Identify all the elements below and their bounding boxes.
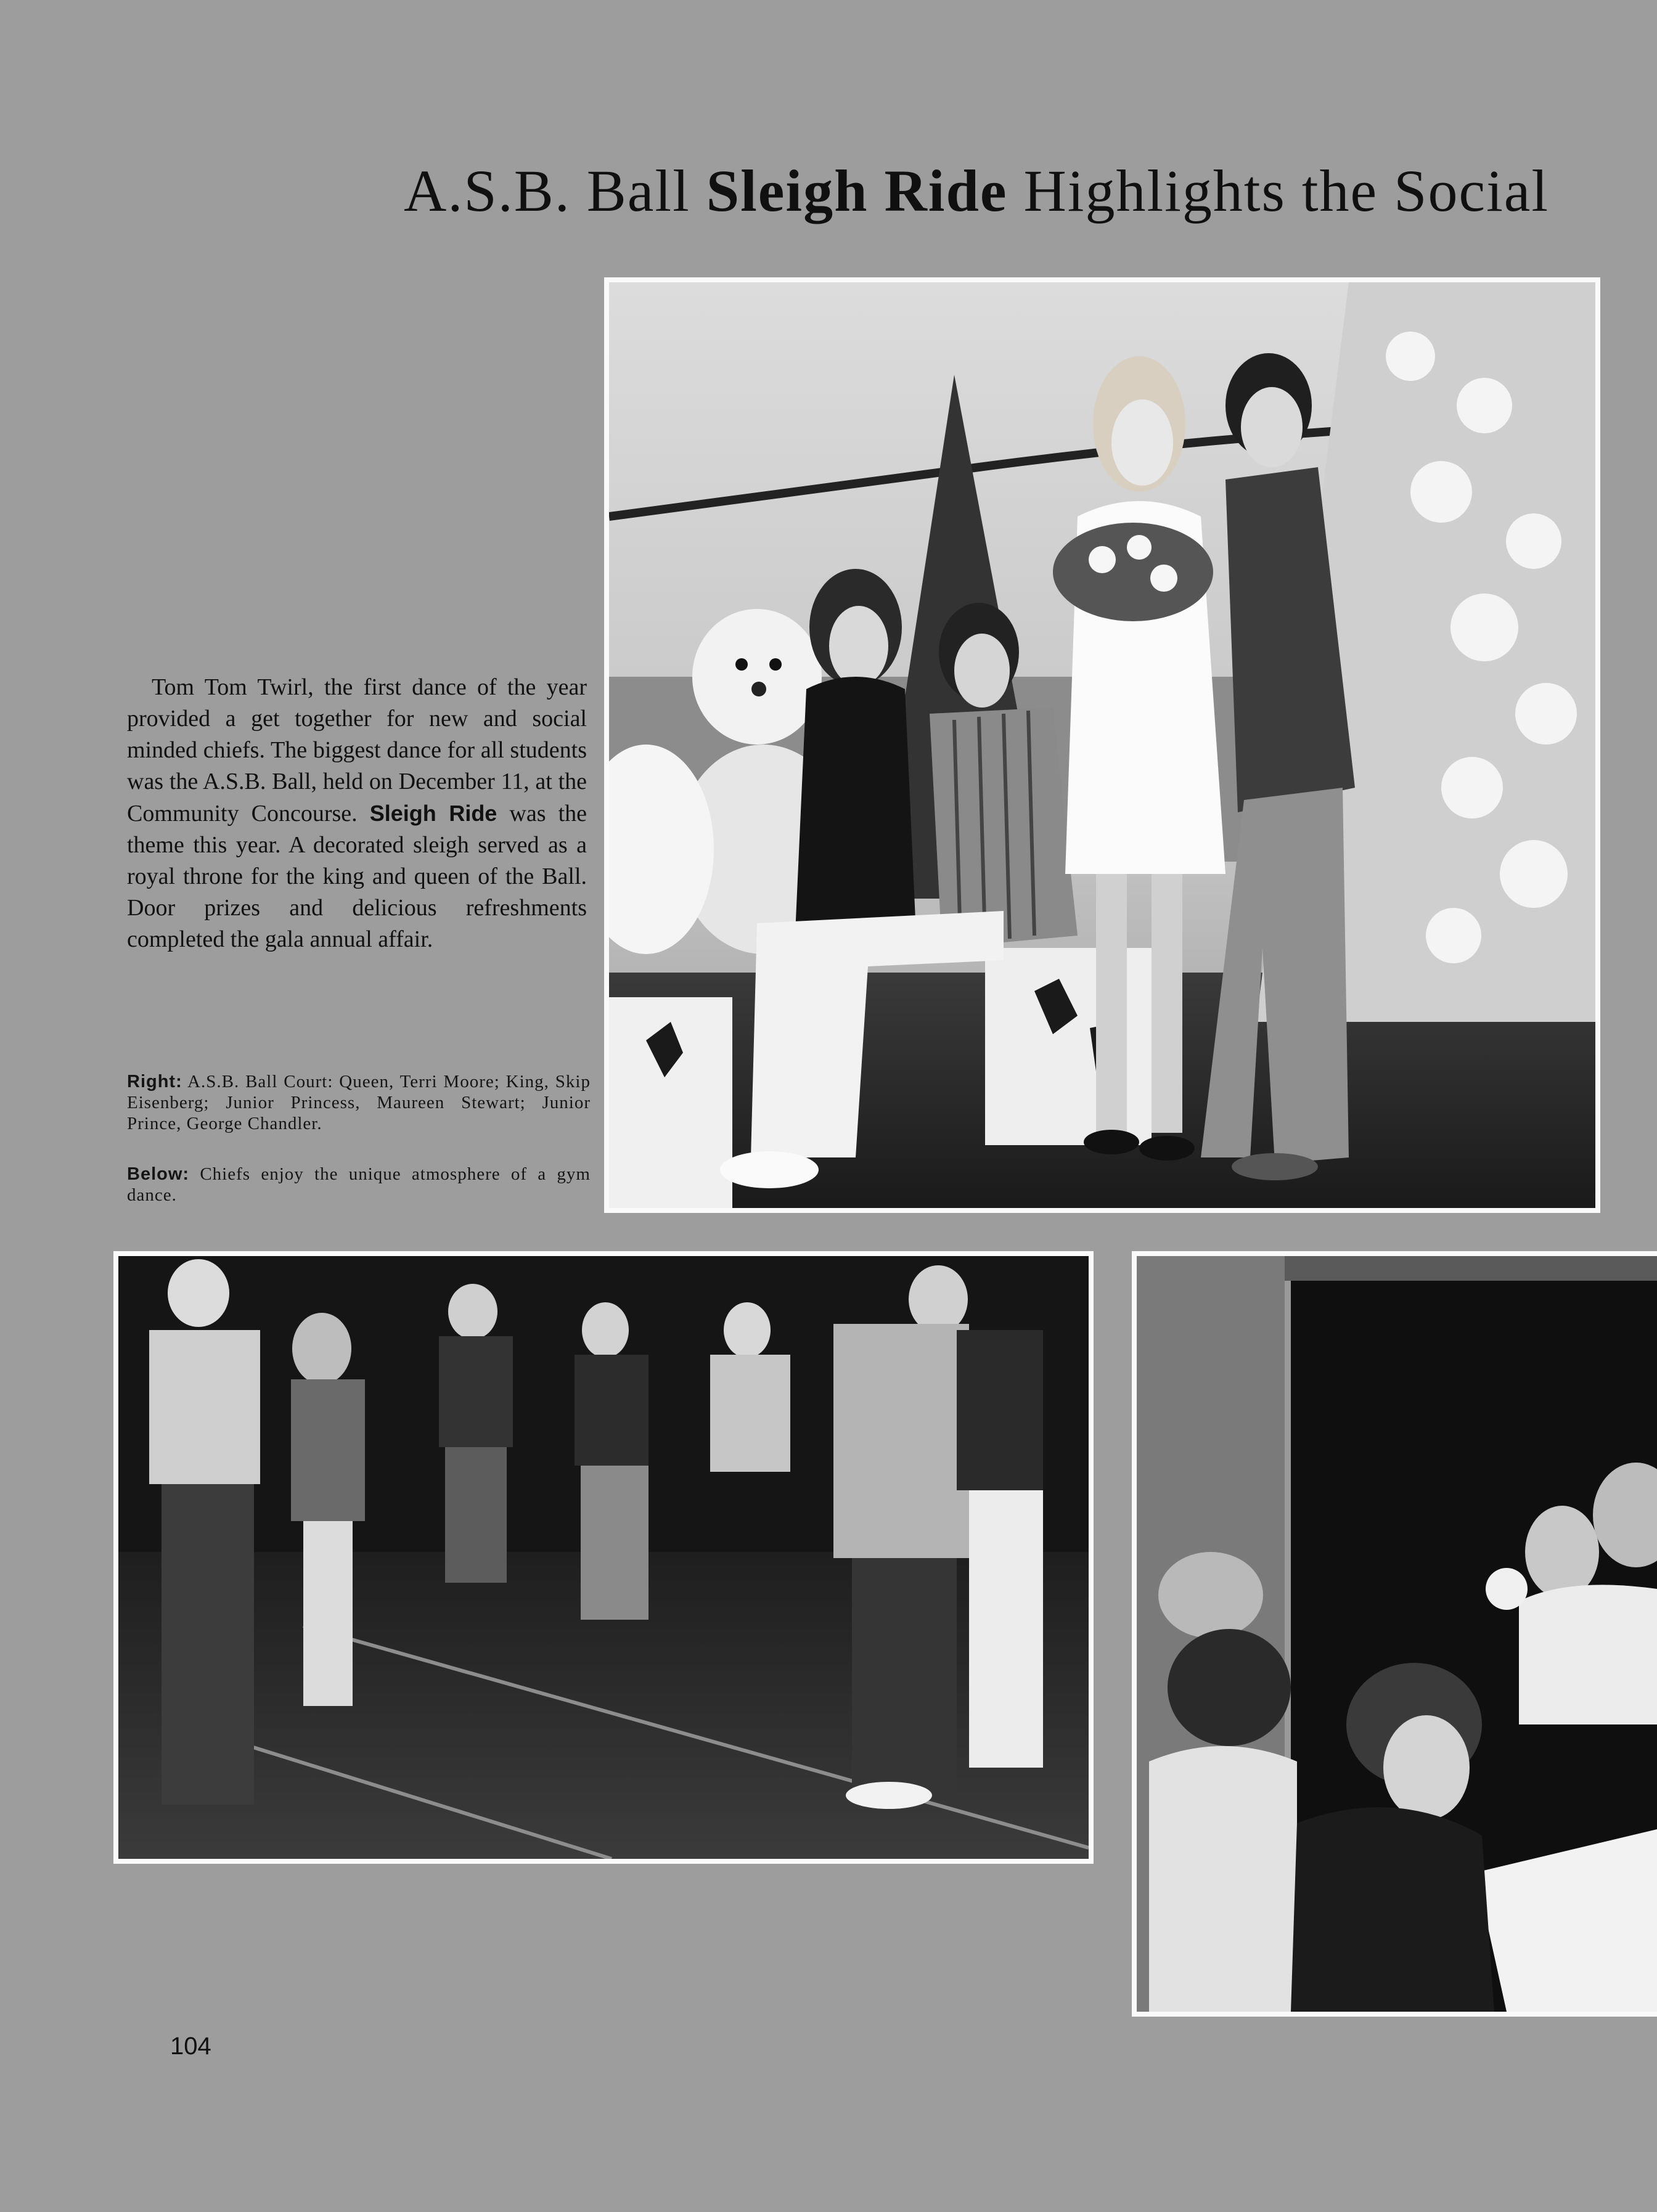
ball-court-photo [604,277,1600,1213]
headline-part-3: Highlights the Social [1007,158,1550,224]
caption-below-text: Chiefs enjoy the unique atmosphere of a gym dance. [127,1164,591,1205]
gym-dance-photo [113,1251,1094,1864]
caption-right [127,1071,591,1134]
refreshment-table-photo [1132,1251,1657,2017]
headline-theme: Sleigh Ride [706,158,1008,224]
article-body-text-a: Tom Tom Twirl, the first dance of the year provided a get together for new and social minded chiefs. The biggest dance for all students was the A.S.B. Ball, held on December 11, at the Community Concourse. [127,674,587,826]
caption-below-label: Below: [127,1164,190,1184]
page-headline [404,154,1612,228]
headline-part-1: A.S.B. Ball [404,158,706,224]
article-body-theme: Sleigh Ride [369,801,497,826]
caption-right-label: Right: [127,1072,182,1092]
caption-below [127,1164,591,1206]
article-body-text-b: was the theme this year. A decorated sleigh served as a royal throne for the king and queen of the Ball. Door prizes and delicious refreshments completed the gala annual affair. [127,801,587,952]
page-number: 104 [170,2033,211,2060]
article-body [127,672,587,955]
caption-right-text: A.S.B. Ball Court: Queen, Terri Moore; King, Skip Eisenberg; Junior Princess, Maureen Stewart; Junior Prince, George Chandler. [127,1072,591,1133]
